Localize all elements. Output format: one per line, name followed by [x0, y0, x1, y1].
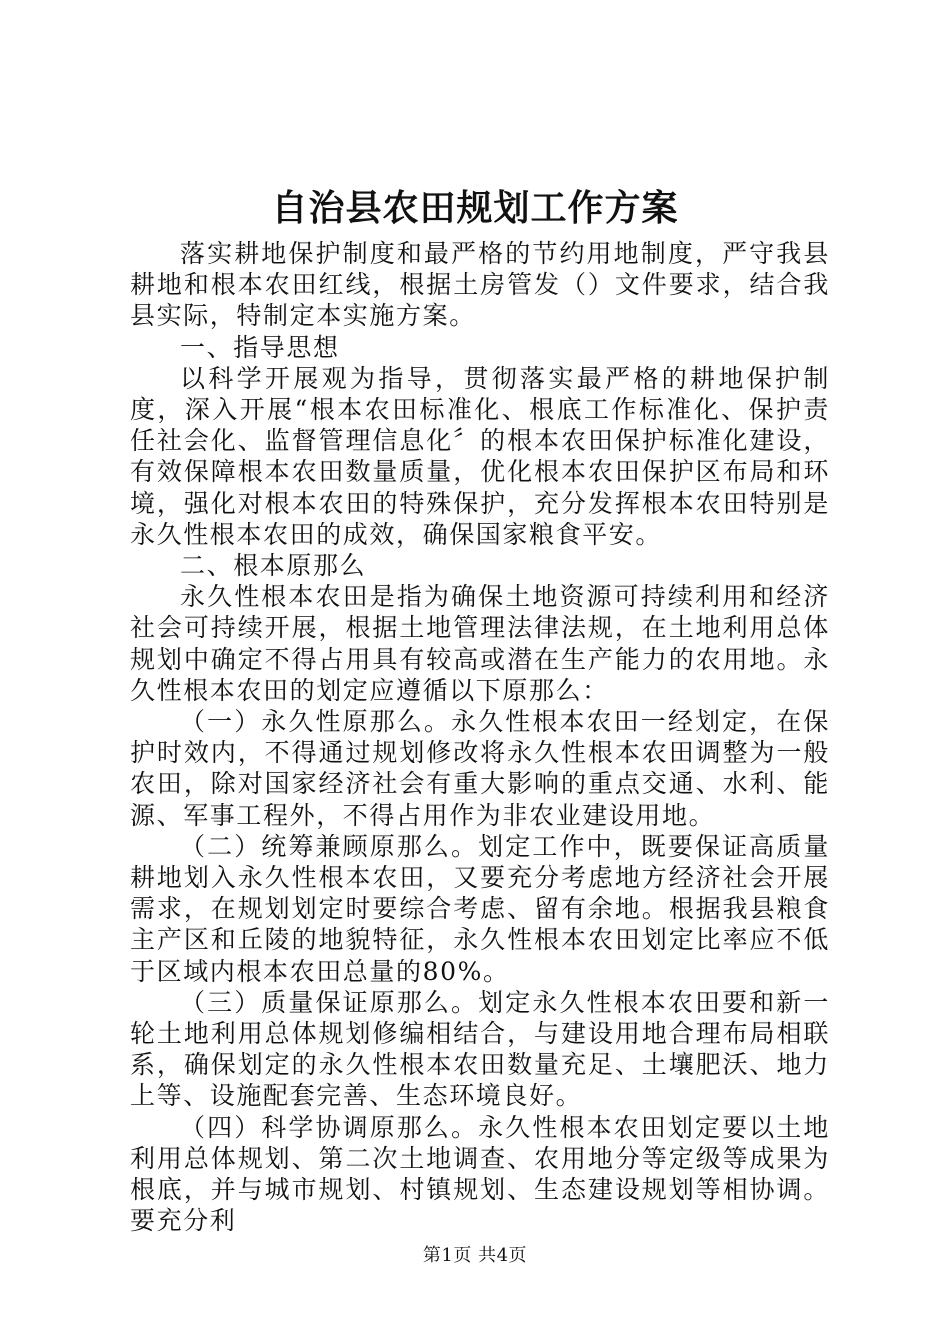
- guiding-ideology-paragraph: 以科学开展观为指导，贯彻落实最严格的耕地保护制度，深入开展“根本农田标准化、根底工作标准化、保护责任社会化、监督管理信息化〞的根本农田保护标准化建设，有效保障根本农田数量质量，优化根本农田保护区布局和环境，强化对根本农田的特殊保护，充分发挥根本农田特别是永久性根本农田的成效，确保国家粮食平安。: [130, 363, 830, 549]
- principle-overall-planning-paragraph: （二）统筹兼顾原那么。划定工作中，既要保证高质量耕地划入永久性根本农田，又要充分考虑地方经济社会开展需求，在规划划定时要综合考虑、留有余地。根据我县粮食主产区和丘陵的地貌特征，永久性根本农田划定比率应不低于区域内根本农田总量的80%。: [130, 831, 830, 986]
- principle-quality-assurance-paragraph: （三）质量保证原那么。划定永久性根本农田要和新一轮土地利用总体规划修编相结合，与建设用地合理布局相联系，确保划定的永久性根本农田数量充足、土壤肥沃、地力上等、设施配套完善、生态环境良好。: [130, 987, 830, 1111]
- principle-scientific-coordination-paragraph: （四）科学协调原那么。永久性根本农田划定要以土地利用总体规划、第二次土地调查、农用地分等定级等成果为根底，并与城市规划、村镇规划、生态建设规划等相协调。要充分利: [130, 1112, 830, 1236]
- basic-principles-paragraph: 永久性根本农田是指为确保土地资源可持续利用和经济社会可持续开展，根据土地管理法律法规，在土地利用总体规划中确定不得占用具有较高或潜在生产能力的农用地。永久性根本农田的划定应遵循以下原那么：: [130, 582, 830, 705]
- intro-paragraph: 落实耕地保护制度和最严格的节约用地制度，严守我县耕地和根本农田红线，根据土房管发（）文件要求，结合我县实际，特制定本实施方案。: [130, 239, 830, 331]
- document-title: 自治县农田规划工作方案: [271, 187, 679, 229]
- document-body: [130, 238, 830, 1237]
- section-heading-basic-principles: 二、根本原那么: [180, 551, 367, 581]
- page-footer: 第1页 共4页: [422, 1245, 528, 1266]
- section-heading-guiding-ideology: 一、指导思想: [180, 332, 340, 362]
- principle-permanence-paragraph: （一）永久性原那么。永久性根本农田一经划定，在保护时效内，不得通过规划修改将永久性根本农田调整为一般农田，除对国家经济社会有重大影响的重点交通、水利、能源、军事工程外，不得占用作为非农业建设用地。: [130, 707, 830, 830]
